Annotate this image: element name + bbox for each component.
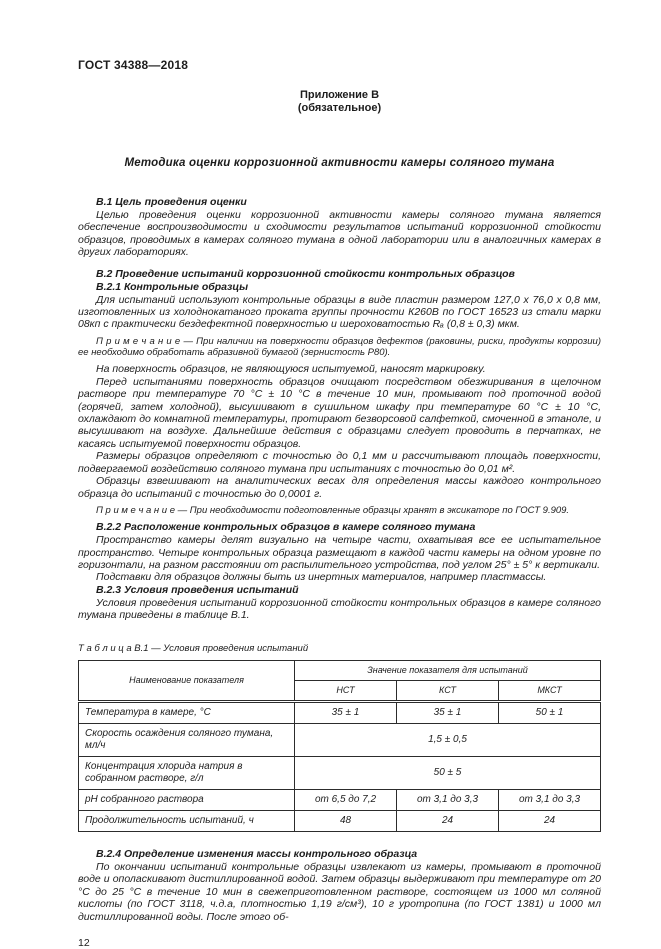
section-b1-heading: В.1 Цель проведения оценки — [96, 196, 247, 208]
table-header-mode-mkst: МКСТ — [499, 681, 601, 702]
doc-number: ГОСТ 34388—2018 — [78, 58, 189, 72]
annex-label: Приложение В — [299, 89, 380, 101]
table-cell-value: от 6,5 до 7,2 — [295, 790, 397, 811]
annex-header — [78, 89, 601, 115]
section-b22-heading: В.2.2 Расположение контрольных образцов в камере соляного тумана — [96, 521, 476, 534]
table-row — [79, 790, 601, 811]
section-b22-paragraph-1: Пространство камеры делят визуально на четыре части, охватывая все ее испытательное пространство. Четыре контрольных образца размещают в каждой части камеры на одном уровне по горизонтали, на разном расстоянии от распылительного устройства, под углом 25° ± 5° к вертикали. — [78, 534, 601, 572]
table-cell-value: от 3,1 до 3,3 — [397, 790, 499, 811]
table-cell-name: Температура в камере, °С — [79, 702, 295, 724]
table-caption: Т а б л и ц а В.1 — Условия проведения испытаний — [78, 642, 309, 654]
section-b1-paragraph: Целью проведения оценки коррозионной активности камеры соляного тумана является обеспечение воспроизводимости и сходимости результатов испытаний коррозионной стойкости образцов, проводимых в камерах соляного тумана в одной лаборатории или в аналогичных камерах в других лабораториях. — [78, 209, 601, 259]
table-cell-name: Концентрация хлорида натрия в собранном растворе, г/л — [79, 757, 295, 790]
table-header-name: Наименование показателя — [79, 661, 295, 702]
table-cell-value: 50 ± 1 — [499, 702, 601, 724]
test-conditions-table — [78, 660, 601, 832]
table-cell-name: рН собранного раствора — [79, 790, 295, 811]
section-b21-paragraph-1: Для испытаний используют контрольные образцы в виде пластин размером 127,0 х 76,0 х 0,8 мм, изготовленных из холоднокатаного проката группы прочности К260В по ГОСТ 16523 из стали марки 08кп с практически бездефектной поверхностью и шероховатостью Rₐ (0,8 ± 0,3) мкм. — [78, 293, 601, 331]
section-b21-paragraph-4: Размеры образцов определяют с точностью до 0,1 мм и рассчитывают площадь поверхности, подвергаемой воздействию соляного тумана при испытаниях с точностью до 0,01 м². — [78, 450, 601, 475]
table-cell-value: от 3,1 до 3,3 — [499, 790, 601, 811]
table-cell-value: 35 ± 1 — [397, 702, 499, 724]
section-b23-paragraph: Условия проведения испытаний коррозионной стойкости контрольных образцов в камере соляного тумана приведены в таблице В.1. — [78, 596, 601, 622]
section-b21-paragraph-5: Образцы взвешивают на аналитических весах для определения массы каждого контрольного образца до испытаний с точностью до 0,0001 г. — [78, 475, 601, 500]
table-row — [79, 702, 601, 724]
table-header-mode-nst: НСТ — [295, 681, 397, 702]
table-header-mode-kst: КСТ — [397, 681, 499, 702]
page-title: Методика оценки коррозионной активности камеры соляного тумана — [124, 157, 555, 169]
table-cell-value: 24 — [499, 811, 601, 832]
table-row — [79, 724, 601, 757]
section-b21-paragraph-2: На поверхность образцов, не являющуюся испытуемой, наносят маркировку. — [96, 363, 486, 376]
table-row — [79, 811, 601, 832]
section-b24-heading: В.2.4 Определение изменения массы контрольного образца — [96, 848, 418, 861]
table-header-values: Значение показателя для испытаний — [295, 661, 601, 681]
document-body — [78, 196, 601, 923]
table-cell-value: 35 ± 1 — [295, 702, 397, 724]
section-b22-paragraph-2: Подставки для образцов должны быть из инертных материалов, например пластмассы. — [96, 571, 547, 584]
table-cell-name: Скорость осаждения соляного тумана, мл/ч — [79, 724, 295, 757]
section-b21-paragraph-3: Перед испытаниями поверхность образцов очищают посредством обезжиривания в щелочном растворе при температуре 70 °С ± 10 °С в течение 10 мин, промывают под проточной водой (горячей, затем холодной), высушивают в сушильном шкафу при температуре 60 °С ± 10 °С, охлаждают до комнатной температуры, протирают безворсовой салфеткой, смоченной в этаноле, и высушивают на воздухе. Дальнейшие действия с образцами следует проводить в перчатках, не касаясь испытуемой поверхности образцов. — [78, 375, 601, 450]
table-cell-value: 50 ± 5 — [295, 757, 601, 790]
table-cell-value: 1,5 ± 0,5 — [295, 724, 601, 757]
section-b21-note-2: П р и м е ч а н и е — При необходимости подготовленные образцы хранят в эксикаторе по ГОСТ 9.909. — [96, 504, 570, 516]
table-cell-value: 24 — [397, 811, 499, 832]
table-row — [79, 757, 601, 790]
section-b21-heading: В.2.1 Контрольные образцы — [96, 280, 249, 293]
section-b23-heading: В.2.3 Условия проведения испытаний — [96, 583, 299, 596]
section-b2-heading: В.2 Проведение испытаний коррозионной стойкости контрольных образцов — [96, 267, 515, 280]
annex-status: (обязательное) — [297, 102, 382, 114]
section-b24-paragraph: По окончании испытаний контрольные образцы извлекают из камеры, промывают в проточной воде и ополаскивают дистиллированной водой. Затем образцы выдерживают при температуре от 20 °С до 25 °С в течение 10 мин в свежеприготовленном растворе, состоящем из 1000 мл соляной кислоты (по ГОСТ 3118, ч.д.а, плотностью 1,19 г/см³), 10 г уротропина (по ГОСТ 1381) и 1000 мл дистиллированной воды. После этого об- — [78, 861, 601, 923]
table-cell-value: 48 — [295, 811, 397, 832]
page-number: 12 — [78, 937, 90, 949]
table-cell-name: Продолжительность испытаний, ч — [79, 811, 295, 832]
section-b21-note-1: П р и м е ч а н и е — При наличии на поверхности образцов дефектов (раковины, риски, продукты коррозии) ее необходимо обработать абразивной бумагой (зернистость Р80). — [78, 335, 601, 359]
